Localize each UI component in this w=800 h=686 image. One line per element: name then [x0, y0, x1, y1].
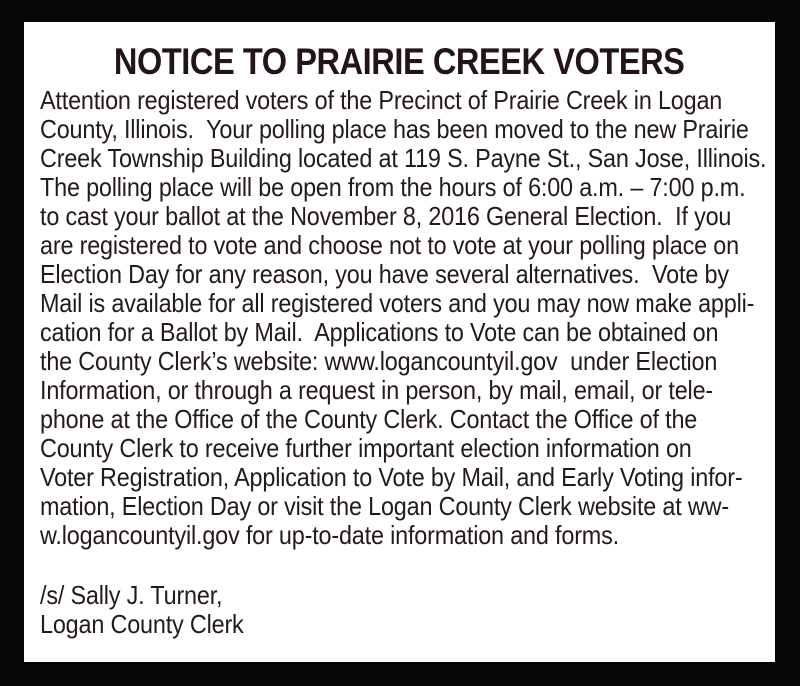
signature-line: Logan County Clerk [40, 609, 244, 639]
notice-signature [40, 581, 775, 639]
notice-body-line: w.logancountyil.gov for up-to-date information and forms. [40, 520, 619, 550]
notice-body-line: Attention registered voters of the Precinct of Prairie Creek in Logan [40, 85, 723, 115]
notice-title-text: NOTICE TO PRAIRIE CREEK VOTERS [114, 41, 685, 82]
notice-sheet [24, 22, 775, 662]
notice-body-line: Mail is available for all registered voters and you may now make appli- [40, 288, 755, 318]
notice-body [40, 86, 775, 550]
notice-body-line: County, Illinois. Your polling place has been moved to the new Prairie [40, 114, 749, 144]
notice-title [40, 42, 759, 82]
notice-body-line: mation, Election Day or visit the Logan County Clerk website at ww- [40, 491, 729, 521]
notice-body-line: The polling place will be open from the hours of 6:00 a.m. – 7:00 p.m. [40, 172, 746, 202]
notice-body-line: Voter Registration, Application to Vote by Mail, and Early Voting infor- [40, 462, 743, 492]
notice-body-line: County Clerk to receive further important election information on [40, 433, 692, 463]
notice-body-line: Election Day for any reason, you have several alternatives. Vote by [40, 259, 729, 289]
notice-body-line: cation for a Ballot by Mail. Applications to Vote can be obtained on [40, 317, 719, 347]
notice-body-line: Creek Township Building located at 119 S. Payne St., San Jose, Illinois. [40, 143, 767, 173]
notice-body-line: the County Clerk’s website: www.logancountyil.gov under Election [40, 346, 718, 376]
notice-body-line: are registered to vote and choose not to vote at your polling place on [40, 230, 739, 260]
notice-body-line: to cast your ballot at the November 8, 2016 General Election. If you [40, 201, 732, 231]
signature-line: /s/ Sally J. Turner, [40, 580, 223, 610]
notice-body-line: phone at the Office of the County Clerk. Contact the Office of the [40, 404, 698, 434]
notice-body-line: Information, or through a request in person, by mail, email, or tele- [40, 375, 714, 405]
